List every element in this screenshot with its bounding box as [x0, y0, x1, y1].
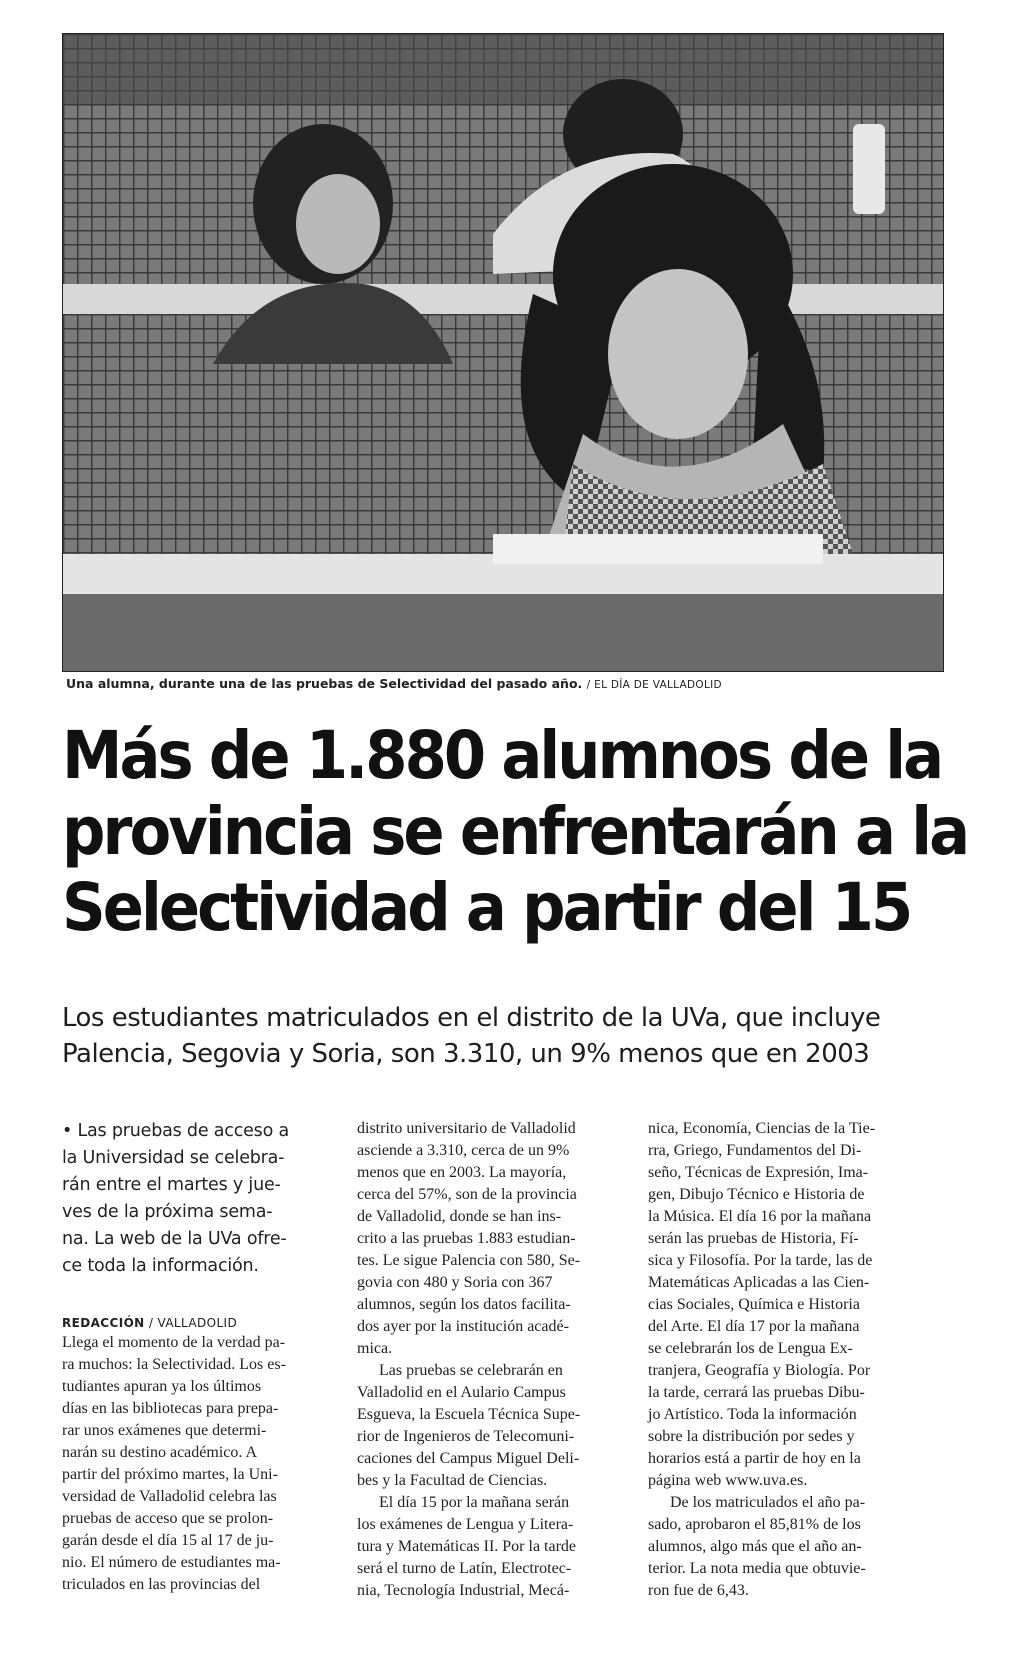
summary-line: na. La web de la UVa ofre- [62, 1229, 287, 1249]
column-1 [62, 1118, 327, 1596]
body-line: caciones del Campus Miguel Deli- [357, 1450, 580, 1467]
subheadline [62, 1000, 952, 1072]
body-paragraph [62, 1332, 327, 1596]
body-line: se celebrarán los de Lengua Ex- [648, 1340, 853, 1357]
body-line: bes y la Facultad de Ciencias. [357, 1472, 548, 1489]
summary-line: ves de la próxima sema- [62, 1202, 273, 1222]
body-paragraph [357, 1492, 622, 1602]
body-line: nica, Economía, Ciencias de la Tie- [648, 1120, 876, 1137]
body-line: partir del próximo martes, la Uni- [62, 1466, 278, 1483]
body-line: página web www.uva.es. [648, 1472, 808, 1489]
body-line: Llega el momento de la verdad pa- [62, 1334, 286, 1351]
body-line: horarios está a partir de hoy en la [648, 1450, 861, 1467]
body-line: versidad de Valladolid celebra las [62, 1488, 277, 1505]
body-line: seño, Técnicas de Expresión, Ima- [648, 1164, 869, 1181]
body-line: mica. [357, 1340, 393, 1357]
body-line: nio. El número de estudiantes ma- [62, 1554, 281, 1571]
body-line: Las pruebas se celebrarán en [379, 1362, 563, 1379]
body-paragraph [648, 1492, 918, 1602]
headline [62, 717, 968, 946]
body-line: alumnos, según los datos facilita- [357, 1296, 571, 1313]
body-line: rior de Ingenieros de Telecomuni- [357, 1428, 575, 1445]
body-line: govia con 480 y Soria con 367 [357, 1274, 553, 1291]
body-line: alumnos, algo más que el año an- [648, 1538, 862, 1555]
summary-line: rán entre el martes y jue- [62, 1175, 281, 1195]
body-line: menos que en 2003. La mayoría, [357, 1164, 567, 1181]
column-2 [357, 1118, 622, 1602]
body-line: Matemáticas Aplicadas a las Cien- [648, 1274, 870, 1291]
body-line: la tarde, cerrará las pruebas Dibu- [648, 1384, 865, 1401]
body-line: tranjera, Geografía y Biología. Por [648, 1362, 871, 1379]
body-paragraph [648, 1118, 918, 1492]
body-line: El día 15 por la mañana serán [379, 1494, 570, 1511]
column-3 [648, 1118, 918, 1602]
body-line: los exámenes de Lengua y Litera- [357, 1516, 574, 1533]
photo-credit: / EL DÍA DE VALLADOLID [586, 679, 722, 691]
body-line: rra, Griego, Fundamentos del Di- [648, 1142, 862, 1159]
byline-location: / VALLADOLID [144, 1316, 238, 1330]
body-line: tes. Le sigue Palencia con 580, Se- [357, 1252, 581, 1269]
body-line: distrito universitario de Valladolid [357, 1120, 576, 1137]
body-line: narán su destino académico. A [62, 1444, 258, 1461]
photo-caption [66, 676, 946, 691]
body-line: pruebas de acceso que se prolon- [62, 1510, 274, 1527]
body-line: asciende a 3.310, cerca de un 9% [357, 1142, 570, 1159]
body-line: del Arte. El día 17 por la mañana [648, 1318, 860, 1335]
byline [62, 1314, 327, 1332]
byline-org: REDACCIÓN [62, 1316, 145, 1330]
body-paragraph [357, 1360, 622, 1492]
body-line: cias Sociales, Química e Historia [648, 1296, 860, 1313]
body-line: sado, aprobaron el 85,81% de los [648, 1516, 861, 1533]
article-photo [62, 33, 944, 672]
body-line: gen, Dibujo Técnico e Historia de [648, 1186, 865, 1203]
body-paragraph [357, 1118, 622, 1360]
body-line: De los matriculados el año pa- [670, 1494, 866, 1511]
body-line: triculados en las provincias del [62, 1576, 261, 1593]
body-line: ra muchos: la Selectividad. Los es- [62, 1356, 286, 1373]
body-line: garán desde el día 15 al 17 de ju- [62, 1532, 274, 1549]
body-line: jo Artístico. Toda la información [648, 1406, 857, 1423]
summary-line: • Las pruebas de acceso a [62, 1121, 289, 1141]
caption-text: Una alumna, durante una de las pruebas de Selectividad del pasado año. [66, 676, 583, 691]
body-line: terior. La nota media que obtuvie- [648, 1560, 866, 1577]
article-summary [62, 1118, 327, 1280]
body-line: Esgueva, la Escuela Técnica Supe- [357, 1406, 581, 1423]
body-line: dos ayer por la institución acadé- [357, 1318, 569, 1335]
body-line: tura y Matemáticas II. Por la tarde [357, 1538, 577, 1555]
headline-line: provincia se enfrentarán a la [62, 793, 968, 870]
body-line: crito a las pruebas 1.883 estudian- [357, 1230, 576, 1247]
body-line: días en las bibliotecas para prepa- [62, 1400, 279, 1417]
body-line: será el turno de Latín, Electrotec- [357, 1560, 572, 1577]
body-line: sobre la distribución por sedes y [648, 1428, 855, 1445]
summary-line: ce toda la información. [62, 1256, 259, 1276]
headline-line: Selectividad a partir del 15 [62, 869, 911, 946]
body-line: cerca del 57%, son de la provincia [357, 1186, 577, 1203]
body-line: de Valladolid, donde se han ins- [357, 1208, 562, 1225]
body-line: tudiantes apuran ya los últimos [62, 1378, 262, 1395]
body-line: ron fue de 6,43. [648, 1582, 749, 1599]
body-line: Valladolid en el Aulario Campus [357, 1384, 566, 1401]
subheadline-line: Palencia, Segovia y Soria, son 3.310, un 9% menos que en 2003 [62, 1039, 870, 1069]
body-line: serán las pruebas de Historia, Fí- [648, 1230, 859, 1247]
classroom-exam-photo [63, 34, 943, 671]
summary-line: la Universidad se celebra- [62, 1148, 285, 1168]
body-line: rar unos exámenes que determi- [62, 1422, 267, 1439]
headline-line: Más de 1.880 alumnos de la [62, 717, 942, 794]
body-line: nia, Tecnología Industrial, Mecá- [357, 1582, 570, 1599]
subheadline-line: Los estudiantes matriculados en el distrito de la UVa, que incluye [62, 1003, 881, 1033]
body-line: la Música. El día 16 por la mañana [648, 1208, 872, 1225]
body-line: sica y Filosofía. Por la tarde, las de [648, 1252, 873, 1269]
